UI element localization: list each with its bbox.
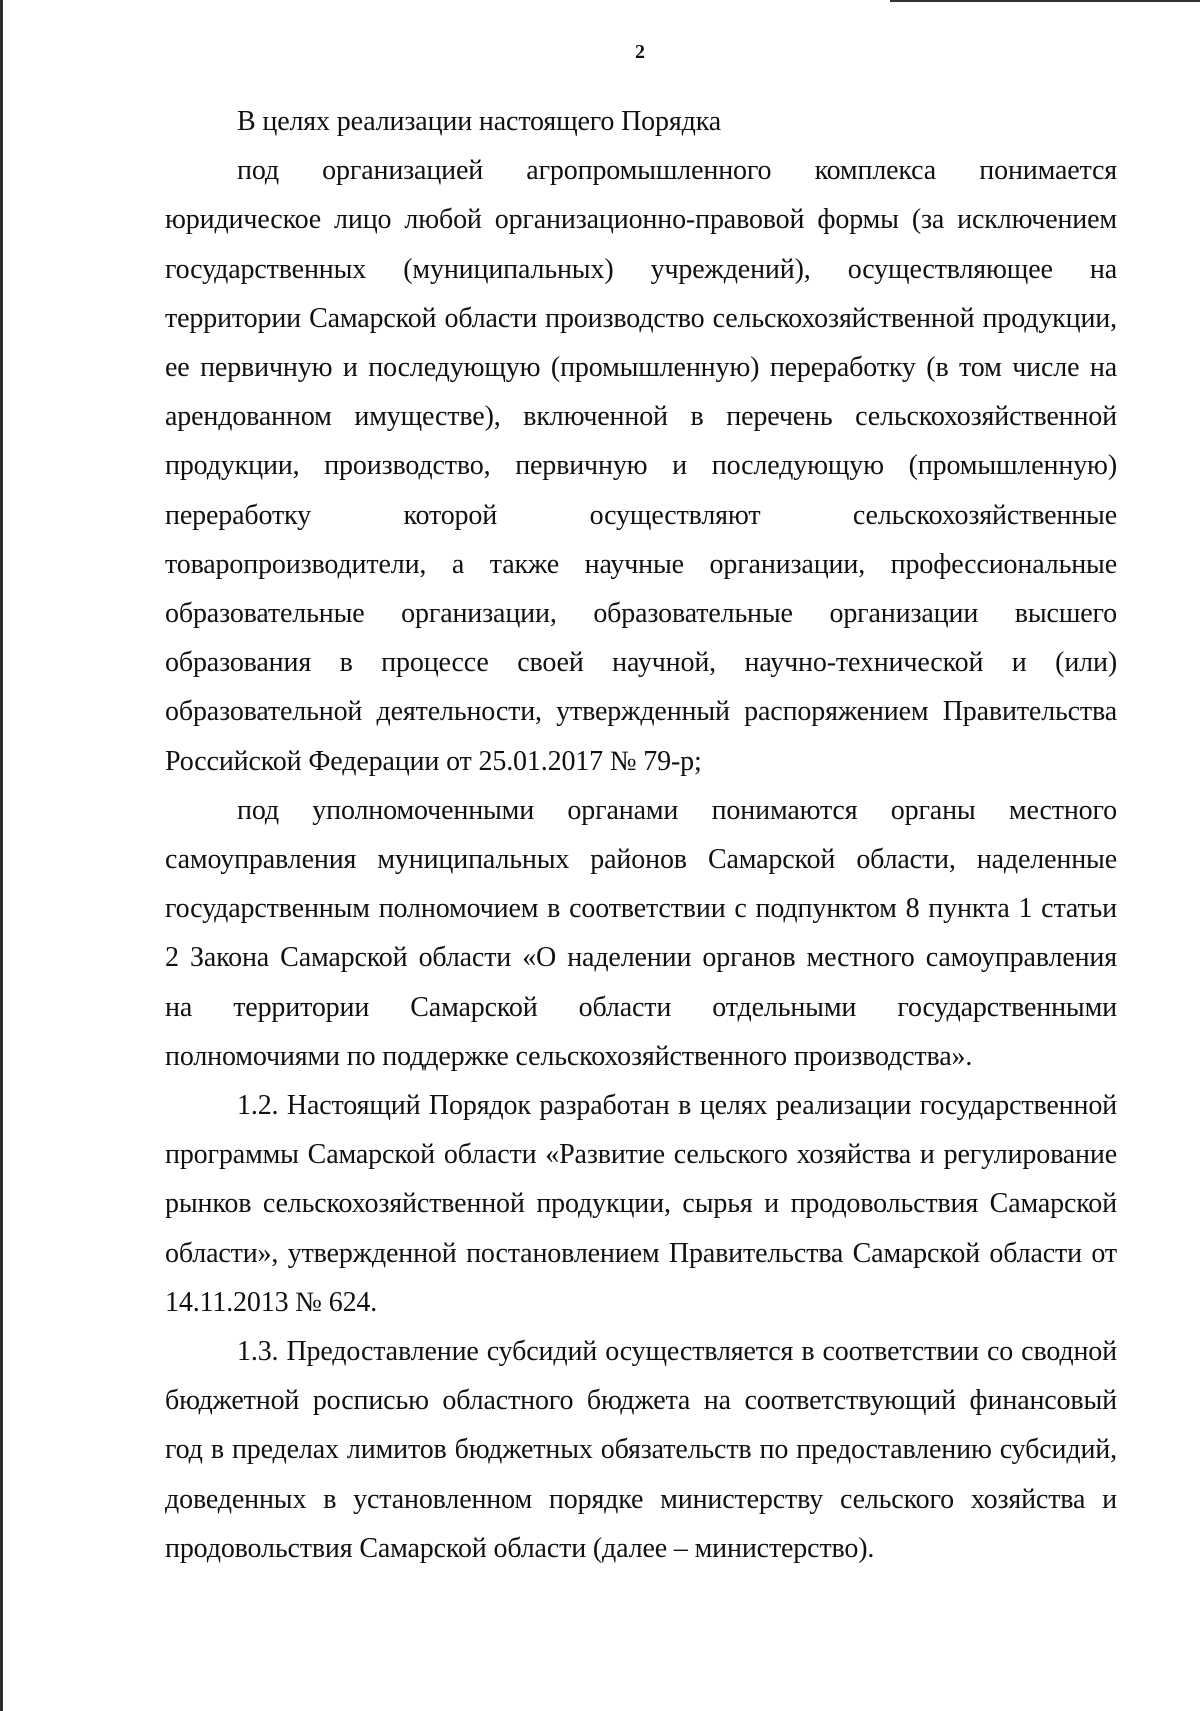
paragraph-authorized-bodies-definition: под уполномоченными органами понимаются органы местного самоуправления муниципальных районов Самарской области, наделенные государственным полномочием в соответствии с подпунктом 8 пункта 1 статьи 2 Закона Самарской области «О наделении органов местного самоуправления на территории Самарской области отдельными государственными полномочиями по поддержке сельскохозяйственного производства».: [165, 794, 1117, 1072]
paragraph-section-1-3: 1.3. Предоставление субсидий осуществляется в соответствии со сводной бюджетной росписью областного бюджета на соответствующий финансовый год в пределах лимитов бюджетных обязательств по предоставлению субсидий, доведенных в установленном порядке министерству сельского хозяйства и продовольствия Самарской области (далее – министерство).: [165, 1336, 1117, 1564]
paragraph-agro-organization-definition: под организацией агропромышленного комплекса понимается юридическое лицо любой организационно-правовой формы (за исключением государственных (муниципальных) учреждений), осуществляющее на территории Самарской области производство сельскохозяйственной продукции, ее первичную и последующую (промышленную) переработку (в том числе на арендованном имуществе), включенной в перечень сельскохозяйственной продукции, производство, первичную и последующую (промышленную) переработку которой осуществляют сельскохозяйственные товаропроизводители, а также научные организации, профессиональные образовательные организации, образовательные организации высшего образования в процессе своей научной, научно-технической и (или) образовательной деятельности, утвержденный распоряжением Правительства Российской Федерации от 25.01.2017 № 79-р;: [165, 155, 1117, 777]
paragraph-section-1-2: 1.2. Настоящий Порядок разработан в целях реализации государственной программы Самарской области «Развитие сельского хозяйства и регулирование рынков сельскохозяйственной продукции, сырья и продовольствия Самарской области», утвержденной постановлением Правительства Самарской области от 14.11.2013 № 624.: [165, 1090, 1117, 1318]
page-number: 2: [635, 41, 645, 63]
document-body: [165, 97, 1117, 1573]
paragraph-intro: В целях реализации настоящего Порядка: [237, 106, 722, 137]
scan-top-edge: [890, 0, 1200, 2]
scan-left-edge: [0, 0, 3, 1711]
